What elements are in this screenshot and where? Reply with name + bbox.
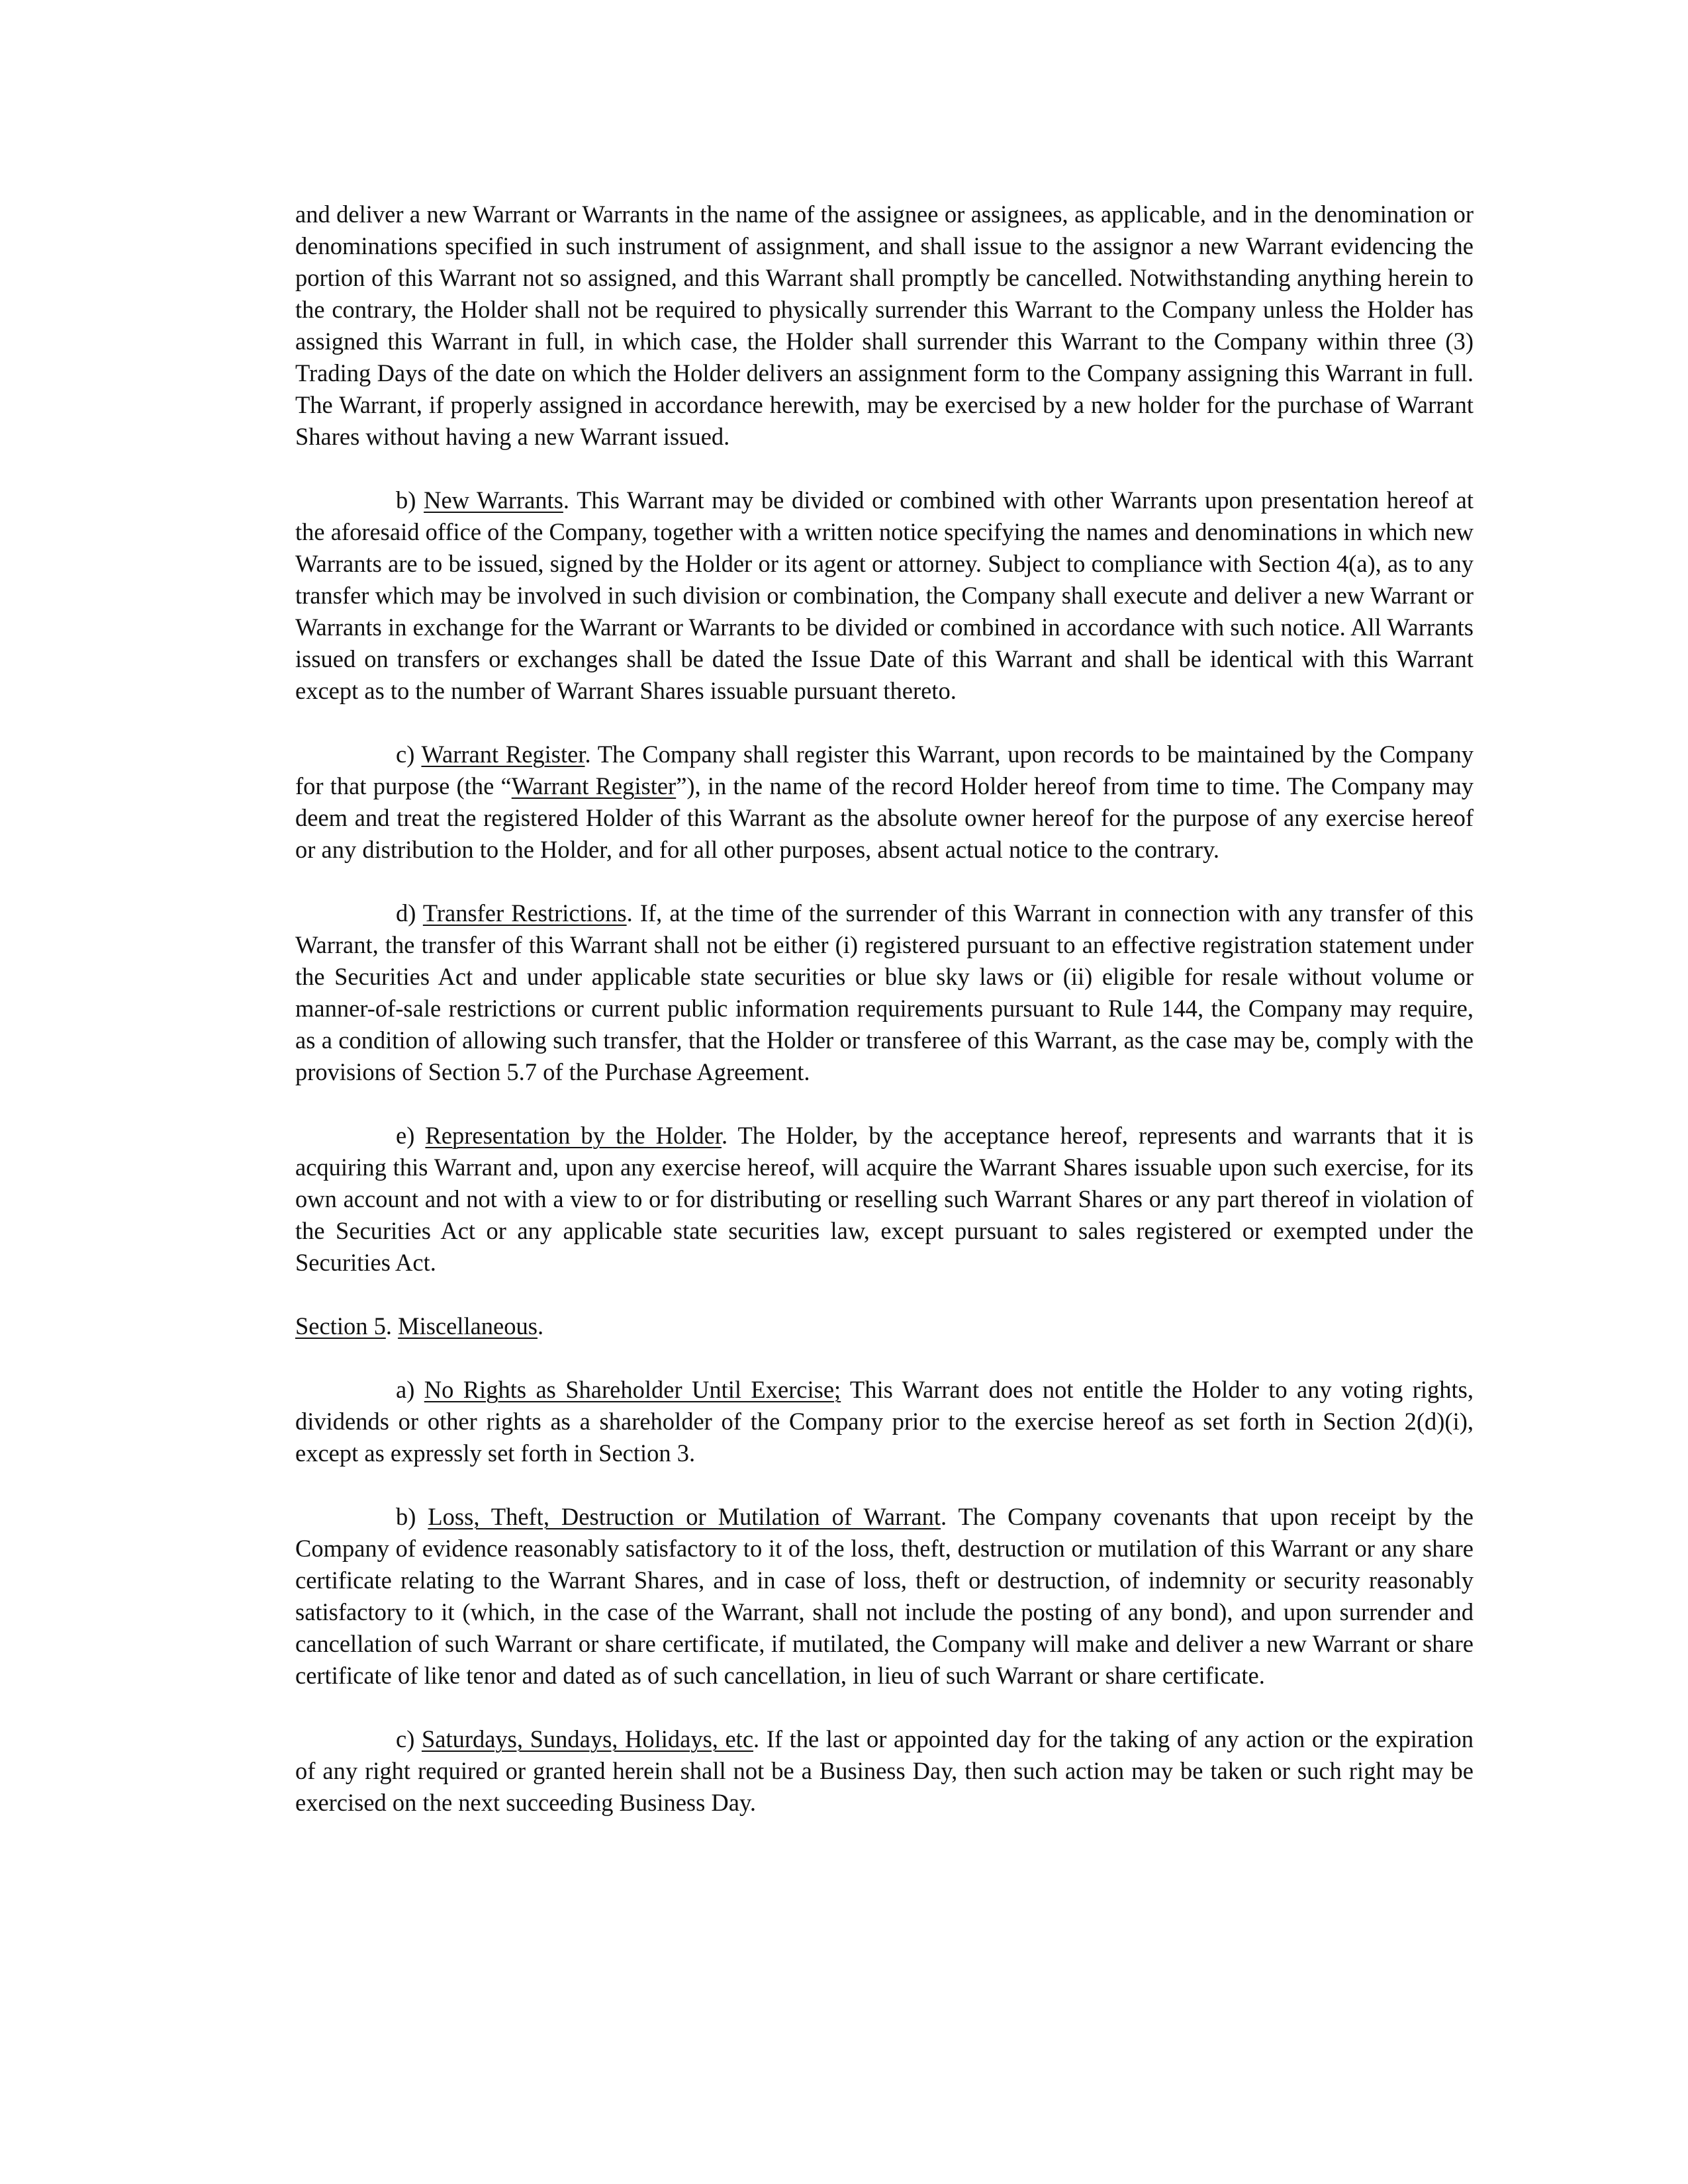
subsection-heading: Saturdays, Sundays, Holidays, etc bbox=[421, 1725, 754, 1752]
subsection-heading: Warrant Register bbox=[421, 741, 585, 768]
subsection-label: e) bbox=[396, 1122, 426, 1149]
subsection-new-warrants bbox=[295, 484, 1474, 707]
subsection-heading: New Warrants bbox=[424, 486, 563, 514]
paragraph-text: . The Company shall register this Warrant, upon records to be maintained by the Company for that purpose (the “ bbox=[295, 741, 1474, 799]
subsection-heading: Loss, Theft, Destruction or Mutilation of Warrant bbox=[428, 1503, 941, 1530]
subsection-label: c) bbox=[396, 741, 422, 768]
subsection-loss-theft bbox=[295, 1501, 1474, 1692]
paragraph-text: . The Holder, by the acceptance hereof, represents and warrants that it is acquiring this Warrant and, upon any exercise hereof, will acquire the Warrant Shares issuable upon such exercise, for its own account and not with a view to or for distributing or reselling such Warrant Shares or any part thereof in violation of the Securities Act or any applicable state securities law, except pursuant to sales registered or exempted under the Securities Act. bbox=[295, 1122, 1474, 1276]
paragraph-text: . The Company covenants that upon receipt by the Company of evidence reasonably satisfactory to it of the loss, theft, destruction or mutilation of this Warrant or any share certificate relating to the Warrant Shares, and in case of loss, theft or destruction, of indemnity or security reasonably satisfactory to it (which, in the case of the Warrant, shall not include the posting of any bond), and upon surrender and cancellation of such Warrant or share certificate, if mutilated, the Company will make and deliver a new Warrant or share certificate of like tenor and dated as of such cancellation, in lieu of such Warrant or share certificate. bbox=[295, 1503, 1474, 1689]
subsection-label: a) bbox=[396, 1376, 424, 1403]
subsection-label: d) bbox=[396, 899, 423, 927]
paragraph-text: . This Warrant may be divided or combined with other Warrants upon presentation hereof at the aforesaid office of the Company, together with a written notice specifying the names and denominations in which new Warrants are to be issued, signed by the Holder or its agent or attorney. Subject to compliance with Section 4(a), as to any transfer which may be involved in such division or combination, the Company shall execute and deliver a new Warrant or Warrants in exchange for the Warrant or Warrants to be divided or combined in accordance with such notice. All Warrants issued on transfers or exchanges shall be dated the Issue Date of this Warrant and shall be identical with this Warrant except as to the number of Warrant Shares issuable pursuant thereto. bbox=[295, 486, 1474, 704]
subsection-label: b) bbox=[396, 486, 424, 514]
subsection-transfer-restrictions bbox=[295, 897, 1474, 1088]
defined-term: Warrant Register bbox=[511, 772, 677, 799]
paragraph-text: . If the last or appointed day for the taking of any action or the expiration of any right required or granted herein shall not be a Business Day, then such action may be taken or such right may be exercised on the next succeeding Business Day. bbox=[295, 1725, 1474, 1816]
section-5-heading bbox=[295, 1310, 1474, 1342]
paragraph-text: . If, at the time of the surrender of this Warrant in connection with any transfer of this Warrant, the transfer of this Warrant shall not be either (i) registered pursuant to an effective registration statement under the Securities Act and under applicable state securities or blue sky laws or (ii) eligible for resale without volume or manner-of-sale restrictions or current public information requirements pursuant to Rule 144, the Company may require, as a condition of allowing such transfer, that the Holder or transferee of this Warrant, as the case may be, comply with the provisions of Section 5.7 of the Purchase Agreement. bbox=[295, 899, 1474, 1085]
subsection-holidays bbox=[295, 1723, 1474, 1819]
section-separator: . bbox=[385, 1312, 399, 1340]
subsection-no-rights bbox=[295, 1374, 1474, 1469]
subsection-heading: No Rights as Shareholder Until Exercise; bbox=[424, 1376, 841, 1403]
section-title: Miscellaneous bbox=[398, 1312, 538, 1340]
subsection-label: b) bbox=[396, 1503, 428, 1530]
subsection-label: c) bbox=[396, 1725, 422, 1752]
paragraph-text: This Warrant does not entitle the Holder to any voting rights, dividends or other rights as a shareholder of the Company prior to the exercise hereof as set forth in Section 2(d)(i), except as expressly set forth in Section 3. bbox=[295, 1376, 1474, 1467]
paragraph-text: ”), in the name of the record Holder hereof from time to time. The Company may deem and treat the registered Holder of this Warrant as the absolute owner hereof for the purpose of any exercise hereof or any distribution to the Holder, and for all other purposes, absent actual notice to the contrary. bbox=[295, 772, 1474, 863]
document-page bbox=[295, 199, 1474, 1850]
subsection-heading: Representation by the Holder bbox=[425, 1122, 722, 1149]
continuation-paragraph bbox=[295, 199, 1474, 453]
section-end: . bbox=[537, 1312, 544, 1340]
paragraph-text: and deliver a new Warrant or Warrants in the name of the assignee or assignees, as applicable, and in the denomination or denominations specified in such instrument of assignment, and shall issue to the assignor a new Warrant evidencing the portion of this Warrant not so assigned, and this Warrant shall promptly be cancelled. Notwithstanding anything herein to the contrary, the Holder shall not be required to physically surrender this Warrant to the Company unless the Holder has assigned this Warrant in full, in which case, the Holder shall surrender this Warrant to the Company within three (3) Trading Days of the date on which the Holder delivers an assignment form to the Company assigning this Warrant in full. The Warrant, if properly assigned in accordance herewith, may be exercised by a new holder for the purchase of Warrant Shares without having a new Warrant issued. bbox=[295, 201, 1474, 450]
subsection-heading: Transfer Restrictions bbox=[422, 899, 627, 927]
subsection-warrant-register bbox=[295, 739, 1474, 866]
section-number: Section 5 bbox=[295, 1312, 386, 1340]
subsection-representation bbox=[295, 1120, 1474, 1279]
